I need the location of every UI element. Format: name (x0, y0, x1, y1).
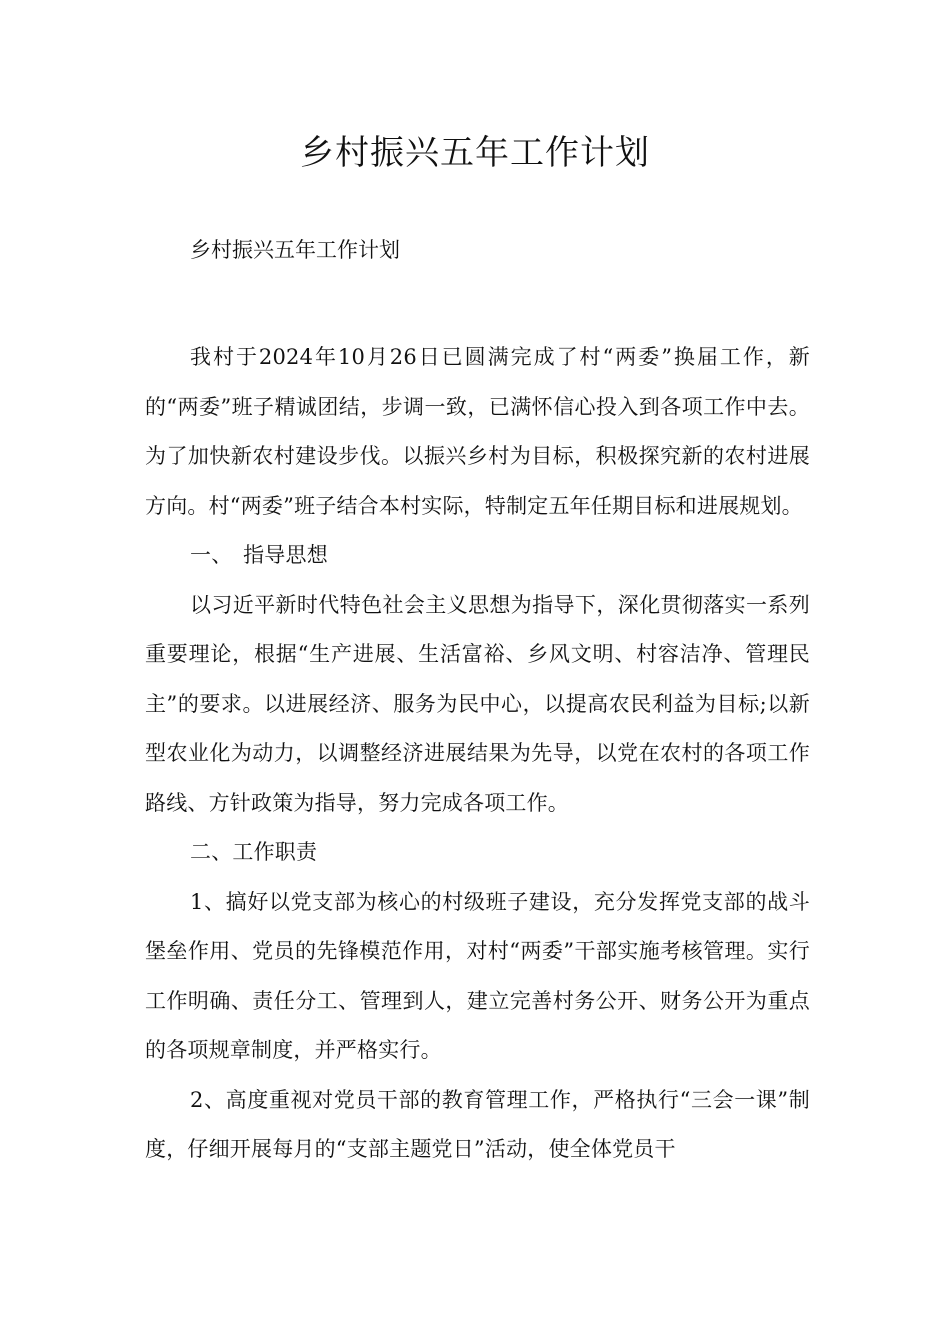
document-subtitle: 乡村振兴五年工作计划 (190, 238, 400, 262)
section-heading-duties: 二、工作职责 (190, 840, 318, 864)
paragraph-duty-2: 2、高度重视对党员干部的教育管理工作，严格执行“三会一课”制度，仔细开展每月的“支部主题党日”活动，使全体党员干 (145, 1087, 810, 1161)
section-heading-guiding-ideology: 一、 指导思想 (190, 543, 328, 567)
paragraph-guiding-ideology: 以习近平新时代特色社会主义思想为指导下，深化贯彻落实一系列重要理论，根据“生产进展、生活富裕、乡风文明、村容洁净、管理民主”的要求。以进展经济、服务为民中心，以提高农民利益为目标;以新型农业化为动力，以调整经济进展结果为先导，以党在农村的各项工作路线、方针政策为指导，努力完成各项工作。 (145, 592, 810, 815)
document-body (145, 333, 810, 1175)
paragraph-duty-1: 1、搞好以党支部为核心的村级班子建设，充分发挥党支部的战斗堡垒作用、党员的先锋模范作用，对村“两委”干部实施考核管理。实行工作明确、责任分工、管理到人，建立完善村务公开、财务公开为重点的各项规章制度，并严格实行。 (145, 889, 810, 1062)
paragraph-intro: 我村于2024年10月26日已圆满完成了村“两委”换届工作，新的“两委”班子精诚团结，步调一致，已满怀信心投入到各项工作中去。为了加快新农村建设步伐。以振兴乡村为目标，积极探究新的农村进展方向。村“两委”班子结合本村实际，特制定五年任期目标和进展规划。 (145, 345, 810, 518)
document-title: 乡村振兴五年工作计划 (300, 133, 650, 173)
